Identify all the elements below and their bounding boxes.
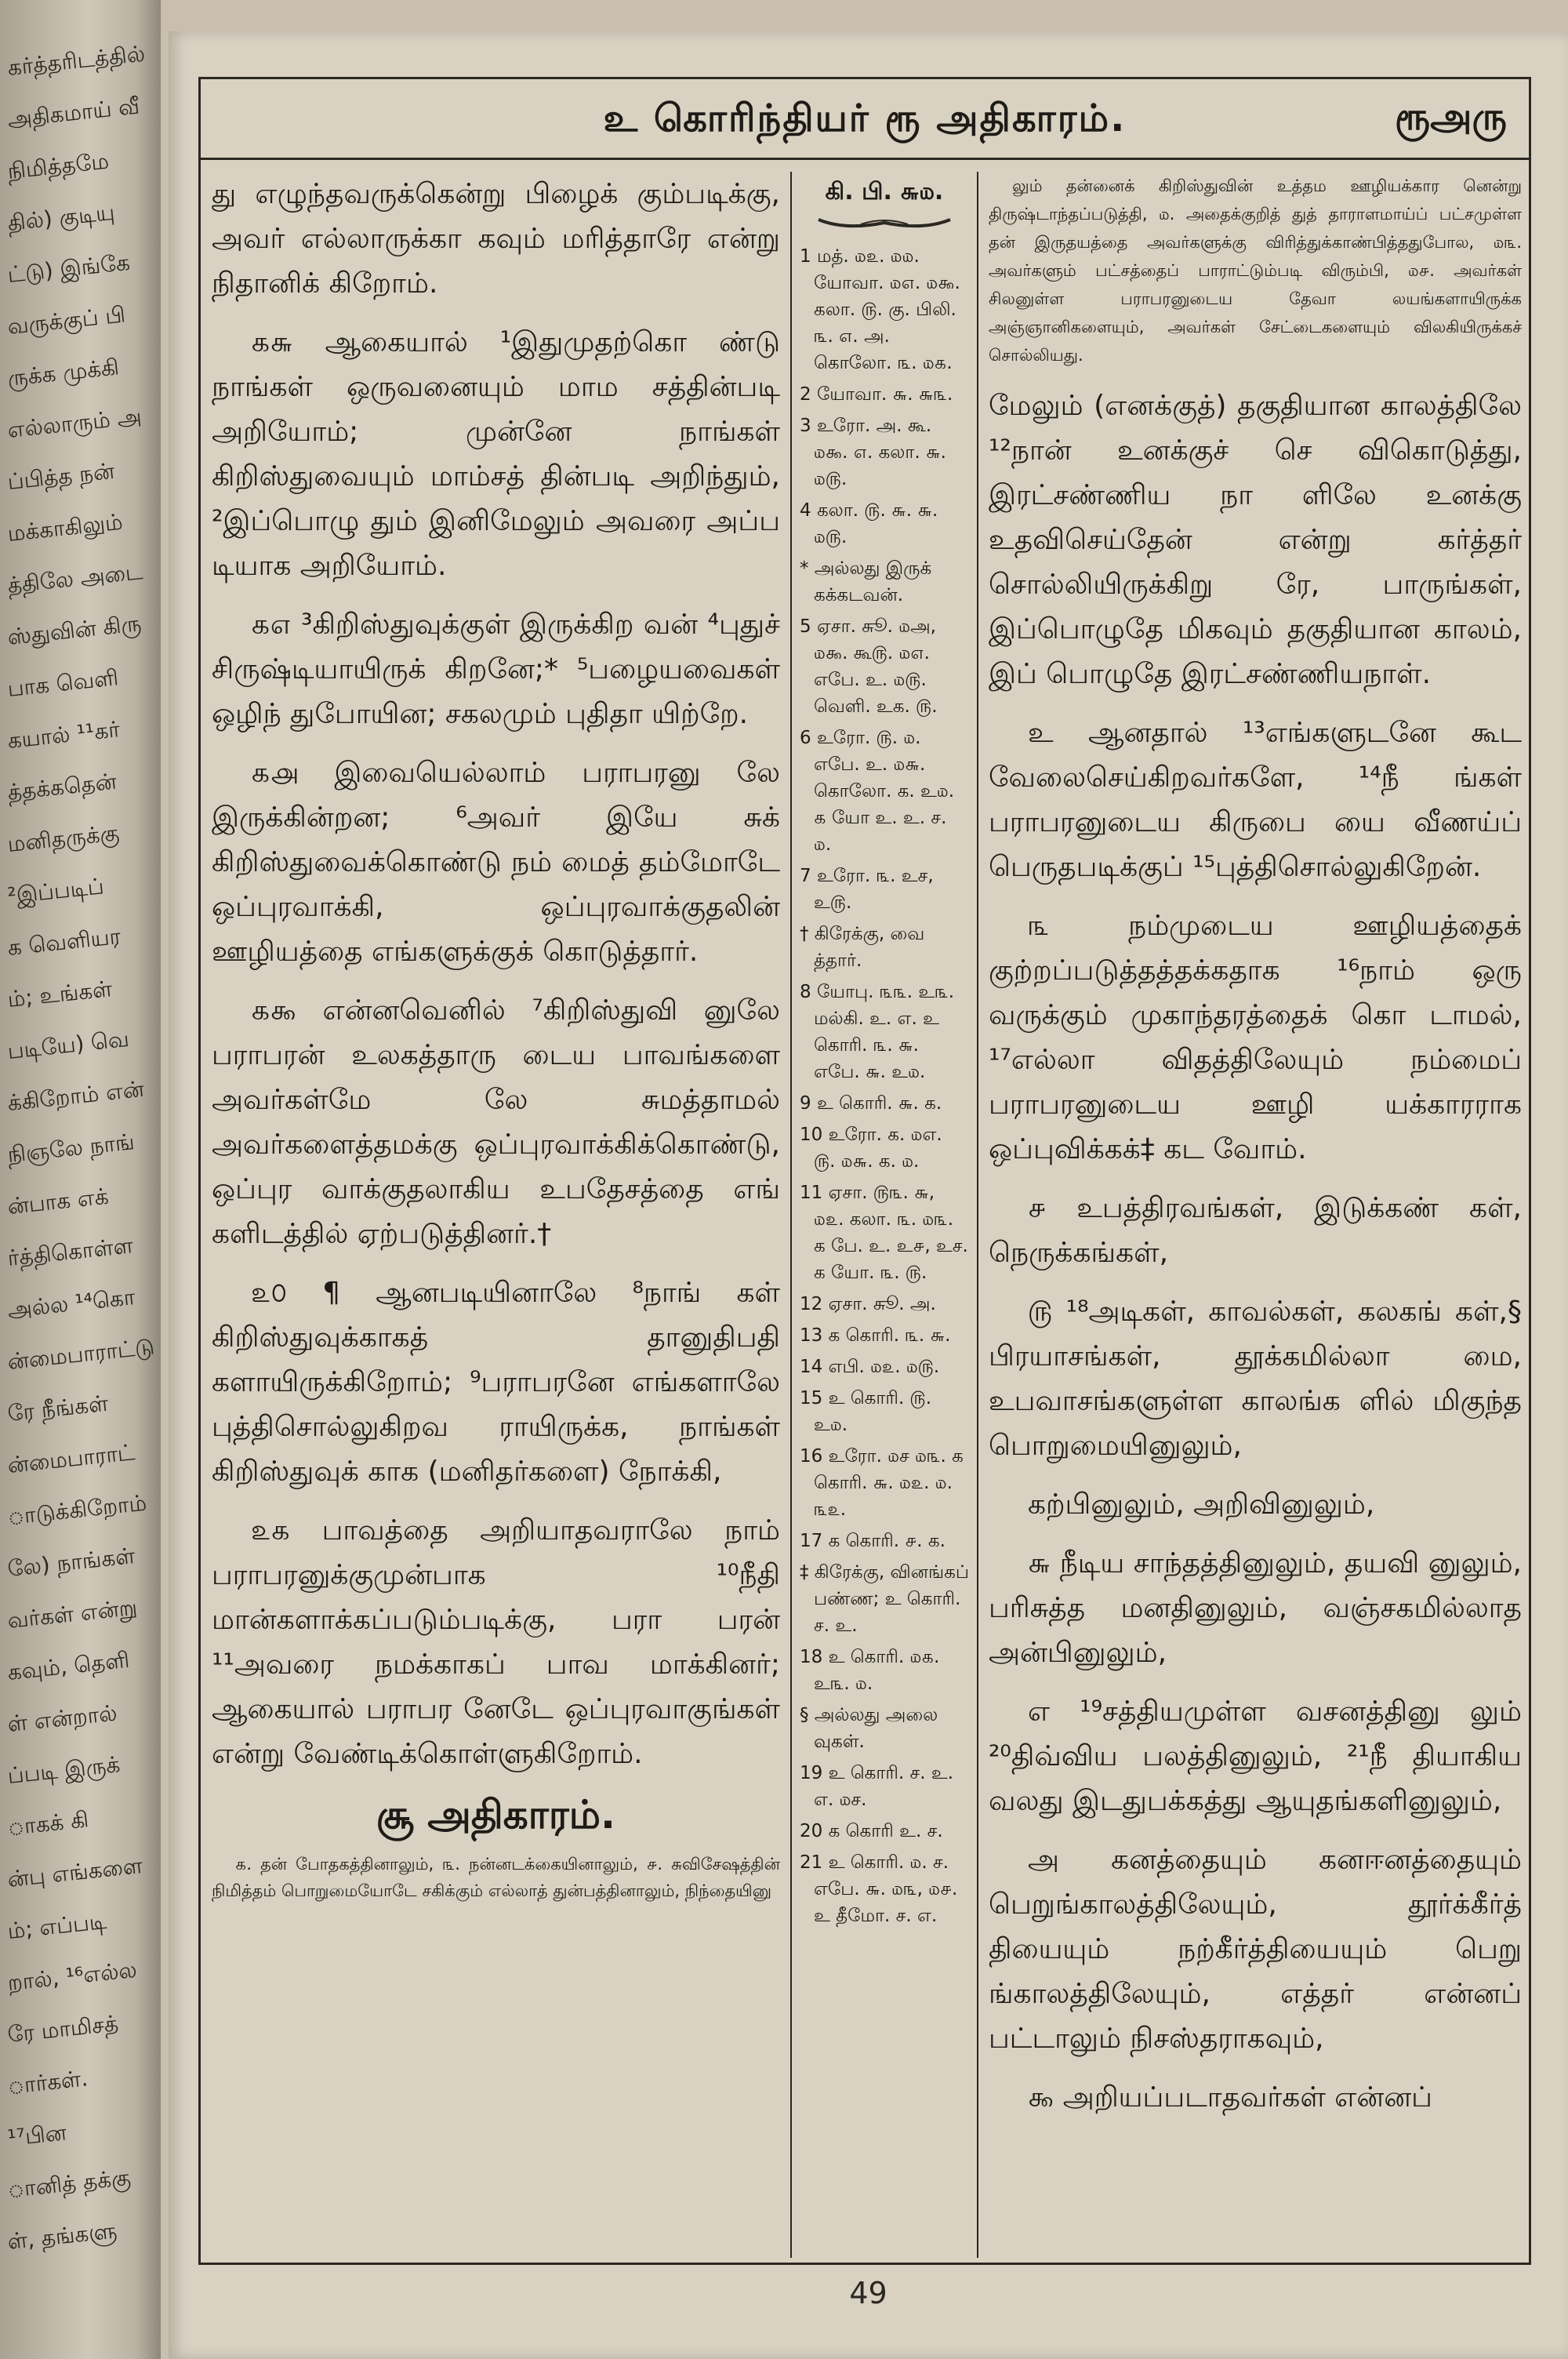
facing-page-fragment: கர்த்தரிடத்தில்: [6, 40, 147, 81]
facing-page-fragment: ரே நீங்கள்: [6, 1390, 110, 1427]
cross-reference: 19 உ கொரி. ச. உ. எ. ௰ச.: [800, 1763, 954, 1810]
facing-page-fragment: ஸ்துவின் கிரு: [6, 610, 143, 650]
facing-page-fragment: நிமித்தமே: [6, 147, 111, 184]
facing-page-fragment: க்கிறோம் என்: [6, 1075, 146, 1116]
cross-reference: 12 ஏசா. சுூ. அ.: [800, 1294, 936, 1314]
facing-page-fragment: ாடுக்கிறோம்: [6, 1489, 148, 1530]
facing-page-fragment: படியே) வெ: [6, 1025, 131, 1064]
cross-reference: 21 உ கொரி. ௰. ச. எபே. ௬. ௰௩, ௰௪. உ தீமோ. ச. எ.: [800, 1852, 958, 1926]
page-number: 49: [849, 2276, 887, 2310]
cross-reference: 3 உரோ. அ. கூ. ௰௯. ௭. கலா. ௬. ௰௫.: [800, 416, 946, 489]
cross-reference: 18 உ கொரி. ௰௧. உ௩. ௰.: [800, 1647, 940, 1694]
verse: உ ஆனதால் ¹³எங்களுடனே கூட வேலைசெய்கிறவர்களே, ¹⁴நீ ங்கள் பராபரனுடைய கிருபை யை வீணய்ப் பெருதபடிக்குப் ¹⁵புத்திசொல்லுகிறேன்.: [989, 717, 1522, 883]
chapter-title: சூ அதிகாரம்.: [376, 1792, 615, 1837]
facing-page-fragment: ாகக் கி: [6, 1806, 90, 1841]
cross-reference: 5 ஏசா. சுூ. ௰அ, ௰௯. கூ௫. ௰௭. எபே. உ. ௰௫. வெளி. உக. ௫.: [800, 616, 938, 717]
facing-page-fragment: ன்மைபாராட்டு: [6, 1333, 156, 1375]
facing-page-fragment: ருக்க முக்கி: [6, 354, 121, 391]
header-title: உ கொரிந்தியர் ரூ அதிகாரம்.: [603, 96, 1127, 140]
facing-page-fragment: வருக்குப் பி: [6, 301, 127, 340]
facing-page-fragment: ர்த்திகொள்ள: [6, 1232, 135, 1271]
facing-page-fragment: க வெளியர: [6, 922, 122, 961]
verse: எ ¹⁹சத்தியமுள்ள வசனத்தினு லும் ²⁰திவ்விய பலத்தினுலும், ²¹நீ தியாகிய வலது இடதுபக்கத்து ஆயுதங்களினுலும்,: [989, 1696, 1522, 1817]
facing-page-fragment: ட்டு) இங்கே: [6, 249, 132, 288]
facing-page-fragment: வர்கள் என்று: [6, 1594, 139, 1634]
verse: மேலும் (எனக்குத்) தகுதியான காலத்திலே ¹²நான் உனக்குச் செ விகொடுத்து, இரட்சண்ணிய நா ளிலே உனக்கு உதவிசெய்தேன் என்று கர்த்தர் சொல்லியிருக்கிறு ரே, பாருங்கள், இப்பொழுதே மிகவும் தகுதியான காலம், இப் பொழுதே இரட்சண்ணியநாள்.: [989, 390, 1522, 690]
page-frame: [198, 77, 1531, 2265]
text-column-left: [212, 172, 780, 1904]
facing-page-fragment: ன்மைபாராட்: [6, 1439, 136, 1478]
ornament-flourish-icon: [814, 212, 955, 232]
facing-page-fragment: ம்; எப்படி: [6, 1907, 108, 1944]
verse: ௯ அறியப்படாதவர்கள் என்னப்: [1028, 2081, 1432, 2114]
facing-page-fragment: ானித் தக்கு: [6, 2164, 132, 2203]
cross-reference: 7 உரோ. ௩. உச, உ௫.: [800, 866, 934, 913]
facing-page-fragment: த்திலே அடை: [6, 558, 144, 598]
facing-page-strip: [0, 0, 161, 2359]
header-page-number: ரூஅரு: [1395, 95, 1507, 139]
chapter-summary-continued: லும் தன்னைக் கிறிஸ்துவின் உத்தம ஊழியக்கார னென்று திருஷ்டாந்தப்படுத்தி, ௰. அதைக்குறித் துத் தாராளமாய்ப் பட்சமுள்ள தன் இருதயத்தை அவர்களுக்கு விரித்துக்காண்பித்ததுபோல, ௰௩. அவர்களும் பட்சத்தைப் பாராட்டும்படி விரும்பி, ௰௪. அவர்கள் சிலனுள்ள பராபரனுடைய தேவா லயங்களாயிருக்க அஞ்ஞானிகளையும், அவர்கள் சேட்டைகளையும் விலகியிருக்கச் சொல்லியது.: [989, 176, 1522, 365]
cross-reference: 16 உரோ. ௰ச ௰௩. க கொரி. ௬. ௰௨. ௰. ௩௨.: [800, 1446, 964, 1520]
facing-page-fragment: அல்ல ¹⁴கொ: [6, 1284, 136, 1323]
cross-reference: § அல்லது அலை வுகள்.: [800, 1705, 938, 1752]
facing-page-fragment: கயால் ¹¹கர்: [6, 716, 122, 754]
verse: ௧௬ ஆகையால் ¹இதுமுதற்கொ ண்டு நாங்கள் ஒருவனையும் மாம சத்தின்படி அறியோம்; முன்னே நாங்கள் கிறிஸ்துவையும் மாம்சத் தின்படி அறிந்தும், ²இப்பொழு தும் இனிமேலும் அவரை அப்ப டியாக அறியோம்.: [212, 326, 780, 582]
facing-page-fragment: அதிகமாய் வீ: [6, 93, 141, 133]
date-heading: கி. பி. ௬௰.: [825, 178, 944, 205]
facing-page-fragment: லே) நாங்கள்: [6, 1543, 136, 1582]
verse: ௫ ¹⁸அடிகள், காவல்கள், கலகங் கள்,§ பிரயாசங்கள், தூக்கமில்லா மை, உபவாசங்களுள்ள காலங்க ளில் மிகுந்த பொறுமையினுலும்,: [989, 1296, 1522, 1462]
facing-page-fragment: த்தக்கதென்: [6, 768, 118, 805]
facing-page-fragment: ப்படி இருக்: [6, 1751, 122, 1789]
facing-page-fragment: ¹⁷பின: [6, 2119, 68, 2151]
verse: ௨௧ பாவத்தை அறியாதவராலே நாம் பராபரனுக்குமுன்பாக ¹⁰நீதி மான்களாக்கப்படும்படிக்கு, பரா பரன் ¹¹அவரை நமக்காகப் பாவ மாக்கினர்; ஆகையால் பராபர னேடே ஒப்புரவாகுங்கள் என்று வேண்டிக்கொள்ளுகிறோம்.: [212, 1514, 780, 1770]
facing-page-fragment: ள், தங்களு: [6, 2217, 118, 2255]
verse: ௬ நீடிய சாந்தத்தினுலும், தயவி னுலும், பரிசுத்த மனதினுலும், வஞ்சகமில்லாத அன்பினுலும்,: [989, 1547, 1522, 1669]
facing-page-fragment: ன்பு எங்களை: [6, 1852, 144, 1892]
verse: ௪ உபத்திரவங்கள், இடுக்கண் கள், நெருக்கங்கள்,: [989, 1192, 1522, 1269]
verse: ௨௦ ¶ ஆனபடியினாலே ⁸நாங் கள் கிறிஸ்துவுக்காகத் தானுதிபதி களாயிருக்கிறோம்; ⁹பராபரனே எங்களாலே புத்திசொல்லுகிறவ ராயிருக்க, நாங்கள் கிறிஸ்துவுக் காக (மனிதர்களை) நோக்கி,: [212, 1277, 780, 1488]
running-header: [201, 79, 1529, 160]
cross-reference-list: [800, 243, 969, 1929]
cross-reference: 6 உரோ. ௫. ௰. எபே. உ. ௰௬. கொலோ. க. உ௰. ௧ யோ உ. உ. ச. ௰.: [800, 728, 955, 855]
verse: கற்பினுலும், அறிவினுலும்,: [1028, 1488, 1375, 1521]
cross-reference: 11 ஏசா. ௫௩. ௬, ௰௨. கலா. ௩. ௰௩. க பே. உ. உ௪, உச. க யோ. ௩. ௫.: [800, 1183, 968, 1283]
facing-page-fragment: பாக வெளி: [6, 664, 120, 702]
cross-reference: 9 உ கொரி. ௬. க.: [800, 1093, 942, 1114]
cross-reference: 10 உரோ. க. ௰எ. ௫. ௰௬. க. ௰.: [800, 1125, 942, 1172]
verse: ௧௯ என்னவெனில் ⁷கிறிஸ்துவி னுலே பராபரன் உலகத்தாரு டைய பாவங்களை அவர்கள்மே லே சுமத்தாமல் அவர்களைத்தமக்கு ஒப்புரவாக்கிக்கொண்டு, ஒப்புர வாக்குதலாகிய உபதேசத்தை எங் களிடத்தில் ஏற்படுத்தினர்.†: [212, 994, 780, 1250]
cross-reference: 1 மத். ௰௨. ௰௰. யோவா. ௰௭. ௰௯. கலா. ௫. கு. பிலி. ௩. ௭. அ. கொலோ. ௩. ௰௧.: [800, 246, 960, 373]
cross-reference: 8 யோபு. ௩௩. உ௩. மல்கி. உ. எ. உ கொரி. ௩. ௬. எபே. ௬. உ௰.: [800, 982, 955, 1082]
facing-page-fragment: கவும், தெளி: [6, 1646, 131, 1685]
book-page: [169, 31, 1568, 2359]
verse: து எழுந்தவருக்கென்று பிழைக் கும்படிக்கு, அவர் எல்லாருக்கா கவும் மரித்தாரே என்று நிதானிக் கிறோம்.: [212, 178, 780, 300]
facing-page-fragment: மக்காகிலும்: [6, 508, 125, 547]
cross-reference: 13 க கொரி. ௩. ௬.: [800, 1325, 951, 1346]
facing-page-fragment: ரே மாமிசத்: [6, 2010, 120, 2048]
facing-page-fragment: மனிதருக்கு: [6, 820, 121, 857]
facing-page-fragment: தில்) குடியு: [6, 198, 116, 236]
cross-reference-column: [790, 172, 978, 2258]
cross-reference: 20 க கொரி உ. ச.: [800, 1821, 943, 1841]
cross-reference: † கிரேக்கு, வை த்தார்.: [800, 924, 925, 971]
cross-reference: 2 யோவா. ௬. ௬௩.: [800, 384, 953, 405]
facing-page-fragment: ²இப்படிப்: [6, 873, 106, 909]
facing-page-fragment: றால், ¹⁶எல்ல: [6, 1956, 139, 1996]
chapter-summary: ௧. தன் போதகத்தினாலும், ௩. நன்னடக்கையினாலும், ௪. சுவிசேஷத்தின் நிமித்தம் பொறுமையோடே சகிக்கும் எல்லாத் துன்பத்தினாலும், நிந்தையினு: [212, 1855, 780, 1900]
facing-page-fragment: ார்கள்.: [6, 2065, 89, 2099]
facing-page-fragment: எல்லாரும் அ: [6, 403, 143, 443]
facing-page-fragment: நிஞலே நாங்: [6, 1129, 136, 1168]
verse: ௧௭ ³கிறிஸ்துவுக்குள் இருக்கிற வன் ⁴புதுச் சிருஷ்டியாயிருக் கிறனே;* ⁵பழையவைகள் ஒழிந் துபோயின; சகலமும் புதிதா யிற்றே.: [212, 609, 780, 730]
verse: ௧௮ இவையெல்லாம் பராபரனு லே இருக்கின்றன; ⁶அவர் இயே சுக் கிறிஸ்துவைக்கொண்டு நம் மைத் தம்மோடே ஒப்புரவாக்கி, ஒப்புரவாக்குதலின் ஊழியத்தை எங்களுக்குக் கொடுத்தார்.: [212, 757, 780, 968]
cross-reference: * அல்லது இருக் கக்கடவன்.: [800, 558, 932, 605]
text-column-right: [989, 172, 1522, 2134]
cross-reference: 14 எபி. ௰௨. ௰௫.: [800, 1357, 940, 1377]
cross-reference: 15 உ கொரி. ௫. உ௰.: [800, 1388, 932, 1435]
facing-page-fragment: ன்பாக எக்: [6, 1183, 110, 1219]
verse: அ கனத்தையும் கனஈனத்தையும் பெறுங்காலத்திலேயும், தூர்க்கீர்த் தியையும் நற்கீர்த்தியையும் பெறு ங்காலத்திலேயும், எத்தர் என்னப் பட்டாலும் நிசஸ்தராகவும்,: [989, 1844, 1522, 2055]
cross-reference: 4 கலா. ௫. ௬. ௬. ௰௫.: [800, 500, 938, 547]
cross-reference: ‡ கிரேக்கு, வினங்கப் பண்ண; உ கொரி. ச. உ.: [800, 1562, 969, 1636]
verse: ௩ நம்முடைய ஊழியத்தைக் குற்றப்படுத்தத்தக்கதாக ¹⁶நாம் ஒரு வருக்கும் முகாந்தரத்தைக் கொ டாமல், ¹⁷எல்லா விதத்திலேயும் நம்மைப் பராபரனுடைய ஊழி யக்காரராக ஒப்புவிக்கக்‡ கட வோம்.: [989, 910, 1522, 1165]
facing-page-fragment: ம்; உங்கள்: [6, 976, 114, 1012]
cross-reference: 17 க கொரி. ௪. க.: [800, 1531, 946, 1551]
verse-list-left: [212, 172, 780, 1776]
facing-page-fragment: ப்பித்த நன்: [6, 457, 116, 495]
verse-list-right: [989, 383, 1522, 2120]
facing-page-fragment: ள் என்றால்: [6, 1699, 118, 1737]
